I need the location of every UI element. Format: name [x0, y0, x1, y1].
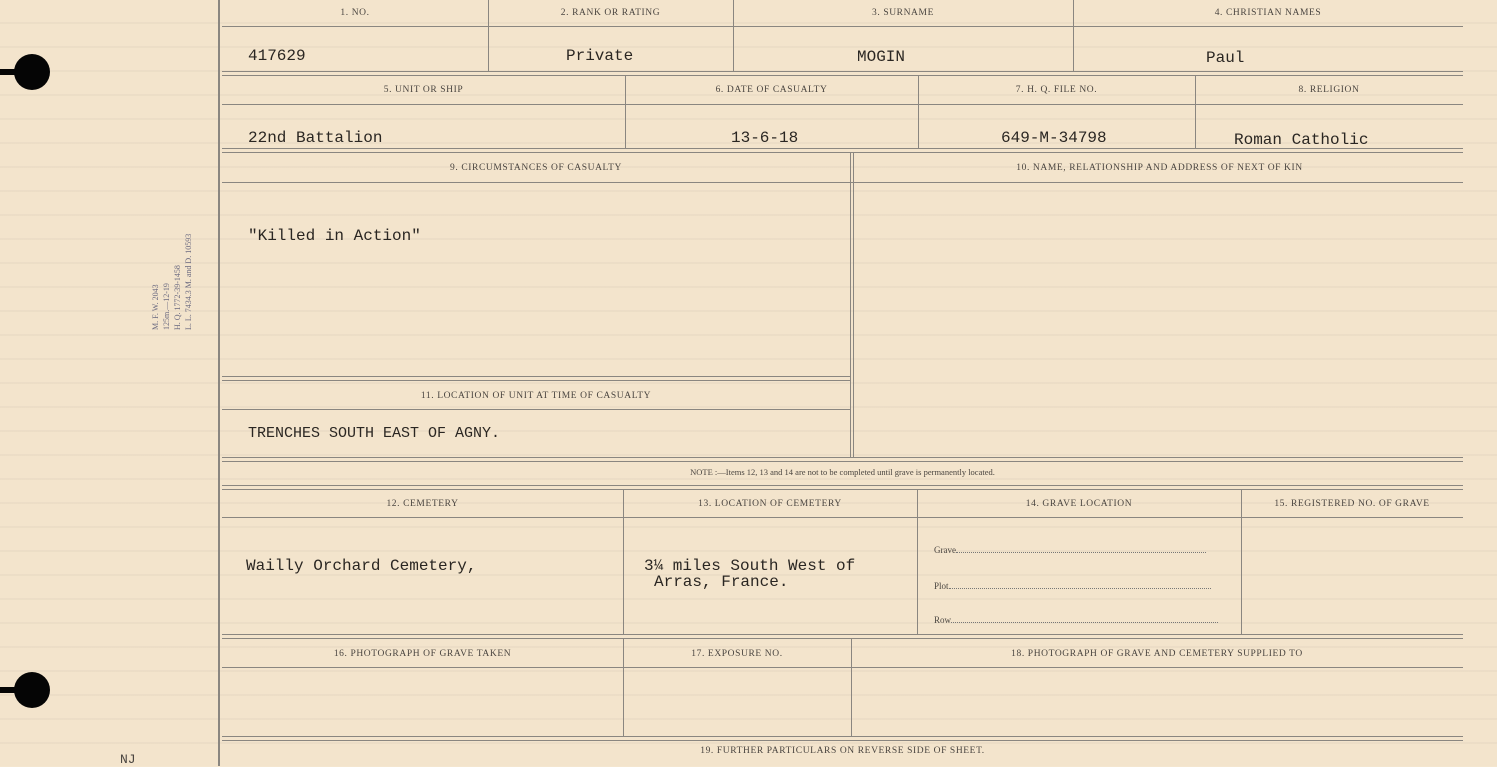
rule — [222, 736, 1463, 741]
rule — [222, 409, 850, 410]
header-location-unit: 11. LOCATION OF UNIT AT TIME OF CASUALTY — [420, 391, 652, 401]
header-grave-location: 14. GRAVE LOCATION — [1025, 499, 1133, 509]
surname-value: MOGIN — [857, 48, 906, 66]
rule — [853, 152, 854, 458]
header-religion: 8. RELIGION — [1298, 85, 1360, 95]
christian-names-value: Paul — [1206, 49, 1245, 67]
header-further-particulars: 19. FURTHER PARTICULARS ON REVERSE SIDE OF SHEET. — [700, 746, 985, 756]
number-value: 417629 — [248, 47, 306, 65]
note-text: NOTE :—Items 12, 13 and 14 are not to be completed until grave is permanently located. — [690, 467, 995, 477]
punch-hole-top — [14, 54, 50, 90]
grave-field: Grave — [934, 545, 1206, 555]
header-exposure: 17. EXPOSURE NO. — [691, 649, 783, 659]
rule — [623, 489, 624, 634]
initials: NJ — [120, 752, 136, 767]
header-cemetery: 12. CEMETERY — [386, 499, 459, 509]
rule — [222, 634, 1463, 639]
rule — [222, 667, 1463, 668]
header-surname: 3. SURNAME — [872, 8, 934, 18]
rule — [850, 152, 851, 458]
rule — [222, 71, 1463, 76]
rule — [1241, 489, 1242, 634]
row-field: Row — [934, 615, 1218, 625]
rule — [917, 489, 918, 634]
date-value: 13-6-18 — [731, 129, 799, 147]
cemetery-location-line1: 3¼ miles South West of — [644, 557, 856, 575]
header-next-of-kin: 10. NAME, RELATIONSHIP AND ADDRESS OF NEXT OF KIN — [1016, 163, 1303, 173]
header-registered-no: 15. REGISTERED NO. OF GRAVE — [1274, 499, 1430, 509]
left-border — [218, 0, 220, 766]
rule — [222, 517, 1463, 518]
circumstances-value: "Killed in Action" — [248, 227, 421, 245]
religion-value: Roman Catholic — [1234, 131, 1369, 149]
plot-field: Plot — [934, 581, 1211, 591]
printer-imprint: M. F. W. 2043 125m.—12-19 H. Q. 1772-39-1458 L. L. 7434.3 M. and D. 10593 — [151, 233, 193, 330]
rule — [222, 457, 1463, 462]
punch-hole-bottom — [14, 672, 50, 708]
header-date: 6. DATE OF CASUALTY — [715, 85, 828, 95]
location-unit-value: TRENCHES SOUTH EAST OF AGNY. — [248, 425, 501, 442]
header-cemetery-location: 13. LOCATION OF CEMETERY — [698, 499, 842, 509]
header-supplied-to: 18. PHOTOGRAPH OF GRAVE AND CEMETERY SUPPLIED TO — [1011, 649, 1303, 659]
rank-value: Private — [566, 47, 634, 65]
header-christian-names: 4. CHRISTIAN NAMES — [1214, 8, 1322, 18]
header-circumstances: 9. CIRCUMSTANCES OF CASUALTY — [450, 163, 622, 173]
cemetery-value: Wailly Orchard Cemetery, — [246, 557, 477, 575]
header-file-no: 7. H. Q. FILE NO. — [1015, 85, 1098, 95]
header-rank: 2. RANK OR RATING — [560, 8, 661, 18]
file-no-value: 649-M-34798 — [1001, 129, 1107, 147]
cemetery-location-line2: Arras, France. — [654, 573, 789, 591]
header-unit: 5. UNIT OR SHIP — [383, 85, 464, 95]
rule — [222, 182, 1463, 183]
rule — [222, 485, 1463, 490]
header-number: 1. NO. — [340, 8, 370, 18]
rule — [222, 104, 1463, 105]
header-photograph: 16. PHOTOGRAPH OF GRAVE TAKEN — [333, 649, 512, 659]
rule — [222, 26, 1463, 27]
unit-value: 22nd Battalion — [248, 129, 383, 147]
rule — [222, 376, 850, 381]
